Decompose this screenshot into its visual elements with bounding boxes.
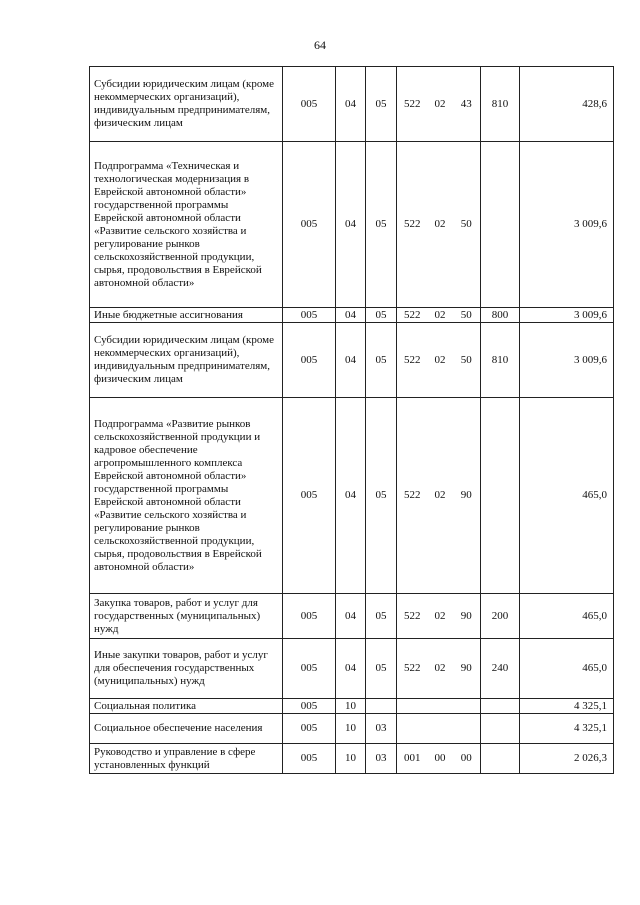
budget-table <box>89 66 614 774</box>
row-name: Иные бюджетные ассигнования <box>90 308 283 323</box>
row-sum: 465,0 <box>520 639 614 699</box>
row-cs-direction: 90 <box>453 594 481 639</box>
row-cs-direction <box>453 714 481 744</box>
row-cs-program <box>397 714 428 744</box>
row-cs-subprogram: 02 <box>428 142 453 308</box>
row-vr: 800 <box>481 308 520 323</box>
row-cs-program <box>397 699 428 714</box>
row-pr <box>366 699 397 714</box>
row-grbs: 005 <box>283 594 336 639</box>
row-vr <box>481 398 520 594</box>
row-cs-subprogram: 02 <box>428 398 453 594</box>
row-cs-program: 001 <box>397 744 428 774</box>
row-name: Субсидии юридическим лицам (кроме некоммерческих организаций), индивидуальным предпринимателям, физическим лицам <box>90 323 283 398</box>
row-pr: 05 <box>366 594 397 639</box>
row-rz: 10 <box>336 714 366 744</box>
row-sum: 465,0 <box>520 398 614 594</box>
row-cs-direction: 50 <box>453 308 481 323</box>
row-grbs: 005 <box>283 308 336 323</box>
row-pr: 05 <box>366 67 397 142</box>
row-vr <box>481 744 520 774</box>
table-row <box>90 594 614 639</box>
row-pr: 05 <box>366 308 397 323</box>
row-cs-program: 522 <box>397 639 428 699</box>
row-name: Социальная политика <box>90 699 283 714</box>
table-row <box>90 699 614 714</box>
row-name: Иные закупки товаров, работ и услуг для обеспечения государственных (муниципальных) нужд <box>90 639 283 699</box>
row-rz: 04 <box>336 594 366 639</box>
row-pr: 05 <box>366 398 397 594</box>
row-rz: 04 <box>336 308 366 323</box>
row-cs-program: 522 <box>397 308 428 323</box>
row-cs-direction: 90 <box>453 639 481 699</box>
row-cs-program: 522 <box>397 323 428 398</box>
row-cs-direction: 00 <box>453 744 481 774</box>
row-sum: 4 325,1 <box>520 714 614 744</box>
row-vr: 200 <box>481 594 520 639</box>
row-pr: 03 <box>366 714 397 744</box>
row-sum: 3 009,6 <box>520 308 614 323</box>
row-cs-subprogram: 02 <box>428 67 453 142</box>
table-row <box>90 142 614 308</box>
row-cs-program: 522 <box>397 594 428 639</box>
row-pr: 05 <box>366 142 397 308</box>
row-cs-program: 522 <box>397 142 428 308</box>
row-cs-direction: 43 <box>453 67 481 142</box>
row-vr: 810 <box>481 323 520 398</box>
row-pr: 03 <box>366 744 397 774</box>
row-name: Субсидии юридическим лицам (кроме некоммерческих организаций), индивидуальным предпринимателям, физическим лицам <box>90 67 283 142</box>
table-row <box>90 67 614 142</box>
row-sum: 3 009,6 <box>520 142 614 308</box>
row-rz: 04 <box>336 398 366 594</box>
row-cs-program: 522 <box>397 398 428 594</box>
row-cs-direction: 50 <box>453 142 481 308</box>
table-row <box>90 714 614 744</box>
row-cs-subprogram: 00 <box>428 744 453 774</box>
row-cs-direction: 90 <box>453 398 481 594</box>
row-name: Социальное обеспечение населения <box>90 714 283 744</box>
row-vr <box>481 142 520 308</box>
table-row <box>90 323 614 398</box>
row-name: Подпрограмма «Техническая и технологическая модернизация в Еврейской автономной области» государственной программы Еврейской автономной области «Развитие сельского хозяйства и регулирование рынков сельскохозяйственной продукции, сырья, продовольствия в Еврейской автономной области» <box>90 142 283 308</box>
row-name: Закупка товаров, работ и услуг для государственных (муниципальных) нужд <box>90 594 283 639</box>
page-number: 64 <box>314 38 326 52</box>
row-rz: 04 <box>336 142 366 308</box>
row-name: Подпрограмма «Развитие рынков сельскохозяйственной продукции и кадровое обеспечение агропромышленного комплекса Еврейской автономной области» государственной программы Еврейской автономной области «Развитие сельского хозяйства и регулирование рынков сельскохозяйственной продукции, сырья, продовольствия в Еврейской автономной области» <box>90 398 283 594</box>
row-grbs: 005 <box>283 699 336 714</box>
row-grbs: 005 <box>283 398 336 594</box>
table-row <box>90 639 614 699</box>
row-grbs: 005 <box>283 639 336 699</box>
table-row <box>90 308 614 323</box>
row-grbs: 005 <box>283 714 336 744</box>
row-cs-subprogram: 02 <box>428 308 453 323</box>
row-name: Руководство и управление в сфере установленных функций <box>90 744 283 774</box>
row-grbs: 005 <box>283 142 336 308</box>
row-cs-direction <box>453 699 481 714</box>
row-cs-program: 522 <box>397 67 428 142</box>
row-sum: 3 009,6 <box>520 323 614 398</box>
row-pr: 05 <box>366 323 397 398</box>
row-sum: 428,6 <box>520 67 614 142</box>
row-sum: 465,0 <box>520 594 614 639</box>
table-row <box>90 744 614 774</box>
row-vr <box>481 714 520 744</box>
row-sum: 4 325,1 <box>520 699 614 714</box>
row-cs-subprogram <box>428 714 453 744</box>
row-cs-direction: 50 <box>453 323 481 398</box>
row-pr: 05 <box>366 639 397 699</box>
row-sum: 2 026,3 <box>520 744 614 774</box>
row-grbs: 005 <box>283 744 336 774</box>
row-rz: 04 <box>336 639 366 699</box>
row-vr: 240 <box>481 639 520 699</box>
row-grbs: 005 <box>283 323 336 398</box>
row-cs-subprogram: 02 <box>428 639 453 699</box>
row-rz: 10 <box>336 744 366 774</box>
row-vr <box>481 699 520 714</box>
row-grbs: 005 <box>283 67 336 142</box>
row-rz: 10 <box>336 699 366 714</box>
row-cs-subprogram: 02 <box>428 323 453 398</box>
row-vr: 810 <box>481 67 520 142</box>
row-rz: 04 <box>336 323 366 398</box>
row-rz: 04 <box>336 67 366 142</box>
table-row <box>90 398 614 594</box>
row-cs-subprogram <box>428 699 453 714</box>
row-cs-subprogram: 02 <box>428 594 453 639</box>
